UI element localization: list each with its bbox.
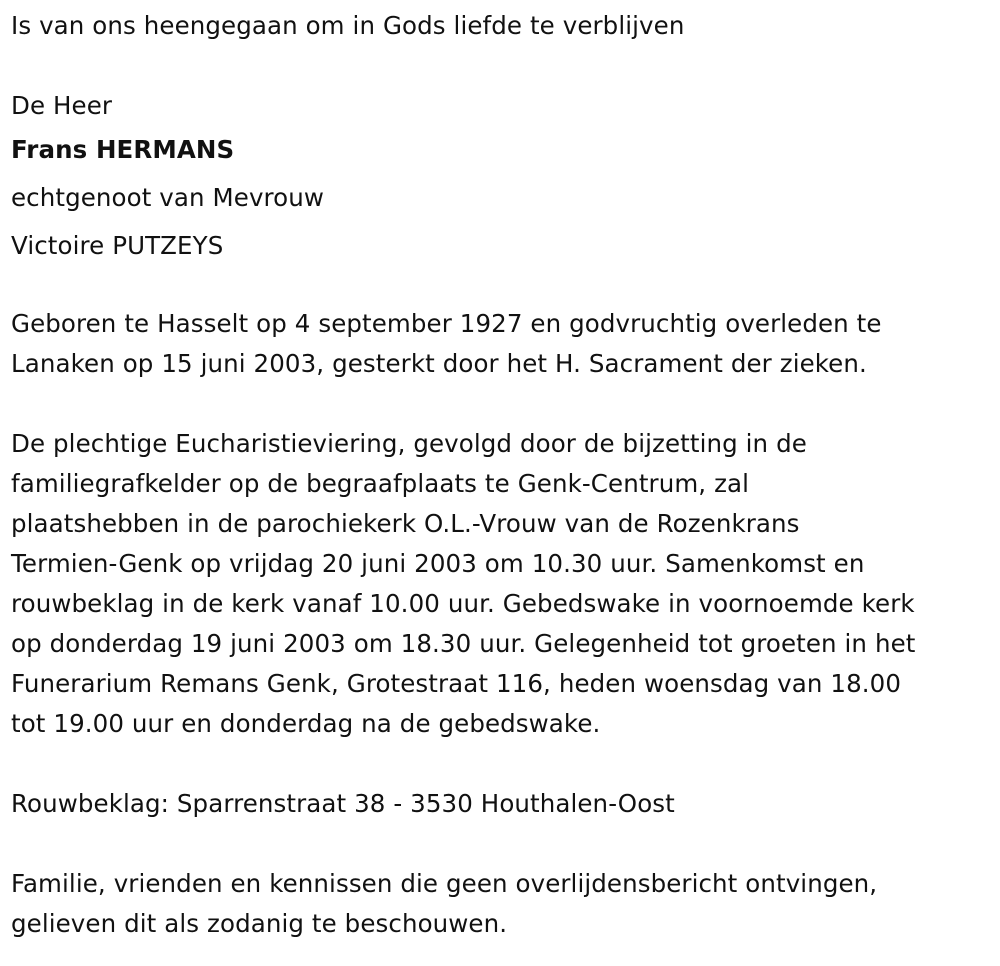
spacer — [11, 824, 996, 864]
paragraph-line: tot 19.00 uur en donderdag na de gebedswake. — [11, 709, 601, 738]
spacer — [11, 46, 996, 86]
paragraph-line: Familie, vrienden en kennissen die geen overlijdensbericht ontvingen, — [11, 869, 878, 898]
obituary-document — [11, 6, 996, 944]
paragraph-line: gelieven dit als zodanig te beschouwen. — [11, 909, 508, 938]
closing-paragraph — [11, 864, 996, 944]
paragraph-line: plaatshebben in de parochiekerk O.L.-Vrouw van de Rozenkrans — [11, 509, 800, 538]
paragraph-line: Lanaken op 15 juni 2003, gesterkt door het H. Sacrament der zieken. — [11, 349, 867, 378]
deceased-name: Frans HERMANS — [11, 135, 235, 164]
intro-line: Is van ons heengegaan om in Gods liefde te verblijven — [11, 11, 685, 40]
spacer — [11, 384, 996, 424]
spouse-name: Victoire PUTZEYS — [11, 231, 224, 260]
paragraph-line: Funerarium Remans Genk, Grotestraat 116, heden woensdag van 18.00 — [11, 669, 902, 698]
birth-death-paragraph — [11, 304, 996, 384]
paragraph-line: familiegrafkelder op de begraafplaats te Genk-Centrum, zal — [11, 469, 750, 498]
paragraph-line: Termien-Genk op vrijdag 20 juni 2003 om 10.30 uur. Samenkomst en — [11, 549, 865, 578]
spacer — [11, 744, 996, 784]
paragraph-line: rouwbeklag in de kerk vanaf 10.00 uur. Gebedswake in voornoemde kerk — [11, 589, 915, 618]
paragraph-line: Geboren te Hasselt op 4 september 1927 en godvruchtig overleden te — [11, 309, 882, 338]
paragraph-line: op donderdag 19 juni 2003 om 18.30 uur. Gelegenheid tot groeten in het — [11, 629, 916, 658]
spouse-relation: echtgenoot van Mevrouw — [11, 183, 325, 212]
honorific: De Heer — [11, 91, 113, 120]
spacer — [11, 270, 996, 304]
condolence-address: Rouwbeklag: Sparrenstraat 38 - 3530 Houthalen-Oost — [11, 789, 675, 818]
ceremony-paragraph — [11, 424, 996, 744]
paragraph-line: De plechtige Eucharistieviering, gevolgd door de bijzetting in de — [11, 429, 807, 458]
